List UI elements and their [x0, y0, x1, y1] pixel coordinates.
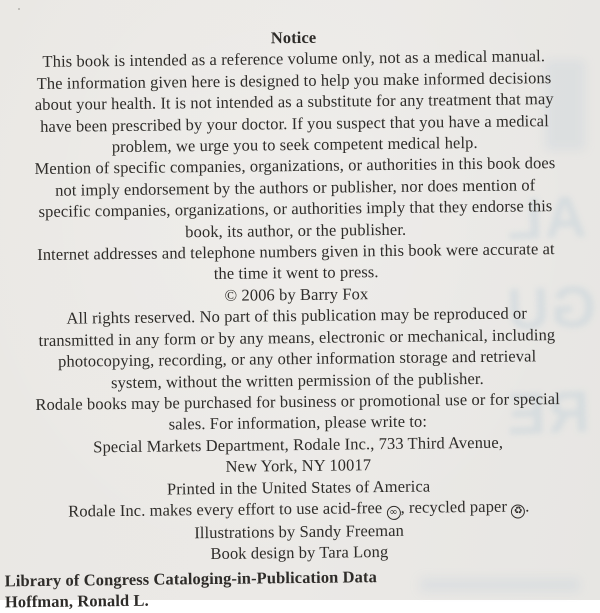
acid-free-icon: ∞ — [387, 506, 401, 520]
text-line: have been prescribed by your doctor. If you suspect that you have a medical — [40, 110, 549, 136]
bleed-through-text: GU — [503, 274, 598, 343]
text-line: not imply endorsement by the authors or publisher, nor does mention of — [55, 175, 536, 200]
acid-free-text-mid: , recycled paper — [400, 496, 512, 517]
text-line: All rights reserved. No part of this publication may be reproduced or — [66, 303, 528, 328]
text-line: Mention of specific companies, organizations, or authorities in this book does — [34, 153, 556, 179]
recycled-paper-icon: ♻ — [511, 504, 525, 518]
acid-free-text-post: . — [525, 496, 530, 516]
text-line: The information given here is designed to help you make informed decisions — [36, 67, 552, 93]
notice-body — [0, 45, 599, 501]
text-line: © 2006 by Barry Fox — [224, 284, 369, 305]
text-line: about your health. It is not intended as a substitute for any treatment that may — [34, 89, 554, 115]
cip-heading: Library of Congress Cataloging-in-Publication Data — [4, 566, 378, 591]
text-line: book, its author, or the publisher. — [185, 219, 407, 241]
cip-block — [0, 563, 600, 613]
text-line: Special Markets Department, Rodale Inc., 733 Third Avenue, — [93, 432, 504, 457]
acid-free-text-pre: Rodale Inc. makes every effort to use acid-free — [68, 497, 387, 521]
cip-author-line: Hoffman, Ronald L. — [4, 590, 149, 612]
text-line: transmitted in any form or by any means, electronic or mechanical, including — [38, 324, 556, 350]
text-line: specific companies, organizations, or authorities imply that they endorse this — [38, 196, 553, 222]
text-line: problem, we urge you to seek competent medical help. — [111, 132, 478, 157]
text-line: Internet addresses and telephone numbers given in this book were accurate at — [37, 239, 555, 265]
text-line: Illustrations by Sandy Freeman — [194, 520, 405, 543]
text-line: This book is intended as a reference volume only, not as a medical manual. — [42, 46, 546, 72]
bleed-through-text: AL — [503, 184, 588, 253]
text-line: Book design by Tara Long — [210, 542, 389, 564]
text-line: the time it went to press. — [213, 262, 379, 284]
text-line: Rodale books may be purchased for business or promotional use or for special — [35, 388, 560, 414]
notice-heading: Notice — [270, 27, 317, 48]
text-line: sales. For information, please write to: — [168, 411, 428, 434]
text-line: photocopying, recording, or any other information storage and retrieval — [57, 346, 537, 371]
text-line: Printed in the United States of America — [166, 476, 431, 499]
text-line: system, without the written permission of the publisher. — [110, 368, 484, 392]
bleed-through-text: RE — [503, 379, 591, 448]
text-line: New York, NY 10017 — [225, 455, 372, 476]
credits — [0, 518, 599, 568]
